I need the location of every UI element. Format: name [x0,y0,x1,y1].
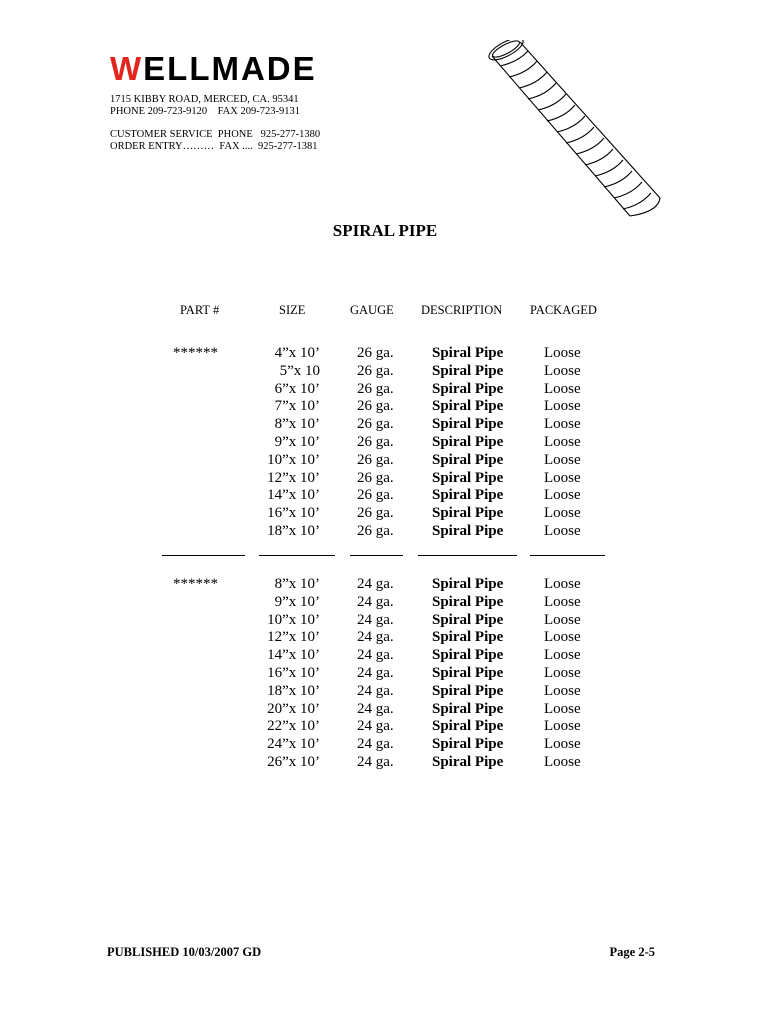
description-cell: Spiral Pipe [432,753,504,770]
table-row: 12”x 10’ [267,469,320,486]
packaged-cell: Loose [544,416,581,433]
description-cell: Spiral Pipe [432,433,504,450]
description-cell: Spiral Pipe [432,736,504,753]
table-row: 14”x 10’ [267,647,320,664]
packaged-cell: Loose [544,718,581,735]
group2-gauge [357,576,394,772]
table-row: 18”x 10’ [267,522,320,539]
description-cell: Spiral Pipe [432,682,504,699]
order-entry-line: ORDER ENTRY……… FAX .... 925-277-1381 [110,141,318,152]
description-cell: Spiral Pipe [432,505,504,522]
packaged-cell: Loose [544,469,581,486]
description-cell: Spiral Pipe [432,345,504,361]
packaged-cell: Loose [544,505,581,522]
divider-part [162,555,245,556]
gauge-cell: 24 ga. [357,629,394,646]
group1-gauge [357,345,394,541]
packaged-cell: Loose [544,753,581,770]
gauge-cell: 24 ga. [357,576,394,592]
gauge-cell: 24 ga. [357,682,394,699]
gauge-cell: 26 ga. [357,487,394,504]
description-cell: Spiral Pipe [432,700,504,717]
table-row: 26”x 10’ [267,753,320,770]
description-cell: Spiral Pipe [432,629,504,646]
packaged-cell: Loose [544,736,581,753]
gauge-cell: 24 ga. [357,611,394,628]
group1-sizes [255,345,320,541]
gauge-cell: 26 ga. [357,522,394,539]
gauge-cell: 24 ga. [357,718,394,735]
description-cell: Spiral Pipe [432,362,504,379]
description-cell: Spiral Pipe [432,522,504,539]
company-address: 1715 KIBBY ROAD, MERCED, CA. 95341 [110,94,299,105]
description-cell: Spiral Pipe [432,416,504,433]
table-row: 9”x 10’ [274,593,320,610]
table-row: 10”x 10’ [267,611,320,628]
description-cell: Spiral Pipe [432,664,504,681]
company-phone-fax: PHONE 209-723-9120 FAX 209-723-9131 [110,106,300,117]
packaged-cell: Loose [544,593,581,610]
description-cell: Spiral Pipe [432,611,504,628]
divider-description [418,555,517,556]
group2-description [432,576,503,772]
gauge-cell: 26 ga. [357,433,394,450]
group2-sizes [255,576,320,772]
table-row: 12”x 10’ [267,629,320,646]
table-row: 8”x 10’ [274,576,320,592]
gauge-cell: 26 ga. [357,469,394,486]
gauge-cell: 24 ga. [357,647,394,664]
gauge-cell: 24 ga. [357,736,394,753]
packaged-cell: Loose [544,487,581,504]
packaged-cell: Loose [544,682,581,699]
description-cell: Spiral Pipe [432,451,504,468]
table-row: 8”x 10’ [274,416,320,433]
footer-page-number: Page 2-5 [609,945,655,959]
customer-service-line: CUSTOMER SERVICE PHONE 925-277-1380 [110,129,321,140]
footer-published: PUBLISHED 10/03/2007 GD [107,945,262,959]
description-cell: Spiral Pipe [432,398,504,415]
table-row: 9”x 10’ [274,433,320,450]
table-row: 5”x 10 [279,362,320,379]
table-row: 16”x 10’ [267,664,320,681]
logo-first-letter: W [110,50,144,87]
gauge-cell: 26 ga. [357,416,394,433]
packaged-cell: Loose [544,451,581,468]
packaged-cell: Loose [544,362,581,379]
divider-size [259,555,335,556]
group1-packaged [544,345,581,541]
packaged-cell: Loose [544,611,581,628]
spiral-pipe-drawing-icon [470,40,680,230]
table-row: 10”x 10’ [267,451,320,468]
packaged-cell: Loose [544,700,581,717]
description-cell: Spiral Pipe [432,469,504,486]
description-cell: Spiral Pipe [432,647,504,664]
company-logo [110,52,317,85]
page-title: SPIRAL PIPE [332,221,438,240]
gauge-cell: 26 ga. [357,398,394,415]
description-cell: Spiral Pipe [432,718,504,735]
table-row: 14”x 10’ [267,487,320,504]
table-row: 20”x 10’ [267,700,320,717]
divider-packaged [530,555,605,556]
packaged-cell: Loose [544,433,581,450]
description-cell: Spiral Pipe [432,487,504,504]
packaged-cell: Loose [544,629,581,646]
table-row: 7”x 10’ [274,398,320,415]
gauge-cell: 26 ga. [357,380,394,397]
table-row: 4”x 10’ [274,345,320,361]
description-cell: Spiral Pipe [432,380,504,397]
packaged-cell: Loose [544,576,581,592]
gauge-cell: 26 ga. [357,505,394,522]
header-part: PART # [180,303,220,317]
table-row: 6”x 10’ [274,380,320,397]
gauge-cell: 24 ga. [357,700,394,717]
group1-description [432,345,503,541]
packaged-cell: Loose [544,398,581,415]
group2-part: ****** [173,576,218,592]
header-description: DESCRIPTION [421,303,503,317]
divider-gauge [350,555,403,556]
header-packaged: PACKAGED [530,303,597,317]
group1-part: ****** [173,345,218,361]
gauge-cell: 26 ga. [357,362,394,379]
description-cell: Spiral Pipe [432,576,504,592]
gauge-cell: 26 ga. [357,451,394,468]
group2-packaged [544,576,581,772]
table-row: 18”x 10’ [267,682,320,699]
table-row: 16”x 10’ [267,505,320,522]
packaged-cell: Loose [544,522,581,539]
header-size: SIZE [279,303,306,317]
packaged-cell: Loose [544,380,581,397]
packaged-cell: Loose [544,647,581,664]
logo-rest: ELLMADE [143,50,317,87]
gauge-cell: 24 ga. [357,753,394,770]
gauge-cell: 24 ga. [357,593,394,610]
description-cell: Spiral Pipe [432,593,504,610]
table-row: 24”x 10’ [267,736,320,753]
packaged-cell: Loose [544,664,581,681]
table-row: 22”x 10’ [267,718,320,735]
packaged-cell: Loose [544,345,581,361]
gauge-cell: 26 ga. [357,345,394,361]
gauge-cell: 24 ga. [357,664,394,681]
header-gauge: GAUGE [350,303,394,317]
